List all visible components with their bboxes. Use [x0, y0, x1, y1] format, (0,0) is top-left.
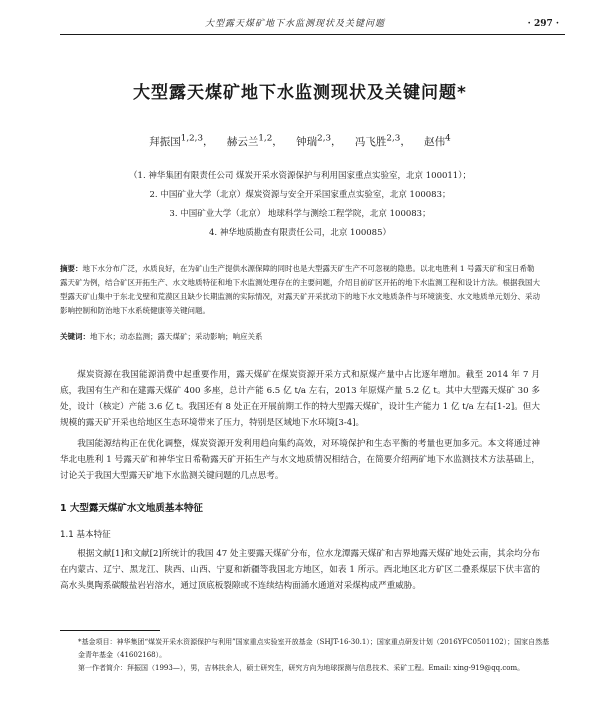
- body-paragraph: 我国能源结构正在优化调整，煤炭资源开发利用趋向集约高效，对环境保护和生态平衡的考量也更加多元。本文将通过神华北电胜利 1 号露天矿和神华宝日希勒露天矿开拓生产与水文地质情况相结合，在简要介绍两矿地下水监测技术方法基础上，讨论关于我国大型露天矿地下水监测关键问题的几点思考。: [60, 439, 540, 481]
- abstract-text: 地下水分布广泛，水质良好，在为矿山生产提供水源保障的同时也是大型露天矿生产不可忽视的隐患。以北电胜利 1 号露天矿和宝日希勒露天矿为例，结合矿区开拓生产、水文地质特征和地下水监测处理存在的主要问题，介绍目前矿区开拓的地下水监测工程和设计方法。根据我国大型露天矿山集中于东北戈壁和荒漠区且缺少长期监测的实际情况，对露天矿开采扰动下的地下水文地质条件与环境演变、水文地质单元划分、采动影响控制和防治地下水系统健康等关键问题。: [60, 264, 540, 315]
- author-name: 赫云兰$^{1,2}$: [226, 133, 273, 148]
- section-heading: 1 大型露天煤矿水文地质基本特征: [60, 503, 203, 514]
- body-paragraph: 根据文献[1]和文献[2]所统计的我国 47 处主要露天煤矿分布，位水龙潭露天煤矿和吉界地露天煤矿地处云南，其余均分布在内蒙古、辽宁、黑龙江、陕西、山西、宁夏和新疆等我国北方地区，如表 1 所示。西北地区北方矿区二叠系煤层下伏丰富的高水头奥陶系碳酸盐岩岩溶水，通过顶底板裂隙或不连续结构面涌水通道对采煤构成严重威胁。: [60, 549, 540, 591]
- footnote-divider: [60, 630, 160, 631]
- abstract-label: 摘要：: [60, 264, 83, 273]
- abstract: [60, 262, 540, 318]
- author-list: 拜振国$^{1,2,3}$， 赫云兰$^{1,2}$， 钟瑞$^{2,3}$， 冯飞胜$^{2,3}$， 赵伟$^4$: [149, 133, 451, 148]
- body-paragraph: 煤炭资源在我国能源消费中起重要作用，露天煤矿在煤炭资源开采方式和原煤产量中占比逐年增加。截至 2014 年 7 月底，我国有生产和在建露天煤矿 400 多座，总计产能 6.5 亿 t/a 左右，2013 年原煤产量 5.2 亿 t。其中大型露天煤矿 30 多处，设计（核定）产能 3.6 亿 t。我国还有 8 处正在开展前期工作的特大型露天煤矿，设计生产能力 1 亿 t/a 左右[1-2]。但大规模的露天矿开采也给地区生态环境带来了压力，特别是区域地下水环境[3-4]。: [60, 370, 540, 428]
- author-name: 拜振国$^{1,2,3}$: [149, 133, 204, 148]
- keywords-text: 地下水；动态监测；露天煤矿；采动影响；响应关系: [90, 332, 263, 341]
- running-title: 大型露天煤矿地下水监测现状及关键问题: [205, 19, 386, 29]
- author-name: 钟瑞$^{2,3}$: [296, 133, 332, 148]
- keywords: [60, 330, 540, 344]
- running-header: [60, 14, 565, 35]
- author-name: 赵伟$^4$: [424, 133, 451, 148]
- paper-title: 大型露天煤矿地下水监测现状及关键问题*: [133, 83, 467, 103]
- author-footnote: [60, 662, 550, 675]
- subsection-heading: 1.1 基本特征: [60, 530, 111, 540]
- author-bio-label: 第一作者简介：: [78, 664, 127, 672]
- affiliation: 3. 中国矿业大学（北京） 地球科学与测绘工程学院，北京 100083；: [169, 209, 431, 219]
- fund-footnote: [60, 636, 550, 662]
- fund-label: *基金项目：: [78, 638, 117, 646]
- affiliations: [60, 167, 540, 243]
- keywords-label: 关键词：: [60, 332, 90, 341]
- affiliation: 4. 神华地质勘查有限责任公司，北京 100085）: [209, 228, 391, 238]
- page-number: · 297 ·: [527, 19, 559, 29]
- footnotes: [60, 636, 550, 675]
- author-name: 冯飞胜$^{2,3}$: [354, 133, 401, 148]
- fund-text: 神华集团“煤炭开采水资源保护与利用”国家重点实验室开放基金（SHJT-16-30.1）；国家重点研发计划（2016YFC0501102）；国家自然基金青年基金（41602168）。: [78, 638, 550, 659]
- affiliation: 2. 中国矿业大学（北京）煤炭资源与安全开采国家重点实验室，北京 100083；: [149, 190, 451, 200]
- affiliation: （1. 神华集团有限责任公司 煤炭开采水资源保护与利用国家重点实验室，北京 100011）；: [129, 171, 471, 181]
- author-bio-text: 拜振国（1993—），男，吉林扶余人，硕士研究生，研究方向为地球探测与信息技术、采矿工程。Email: xing-919@qq.com。: [127, 664, 525, 672]
